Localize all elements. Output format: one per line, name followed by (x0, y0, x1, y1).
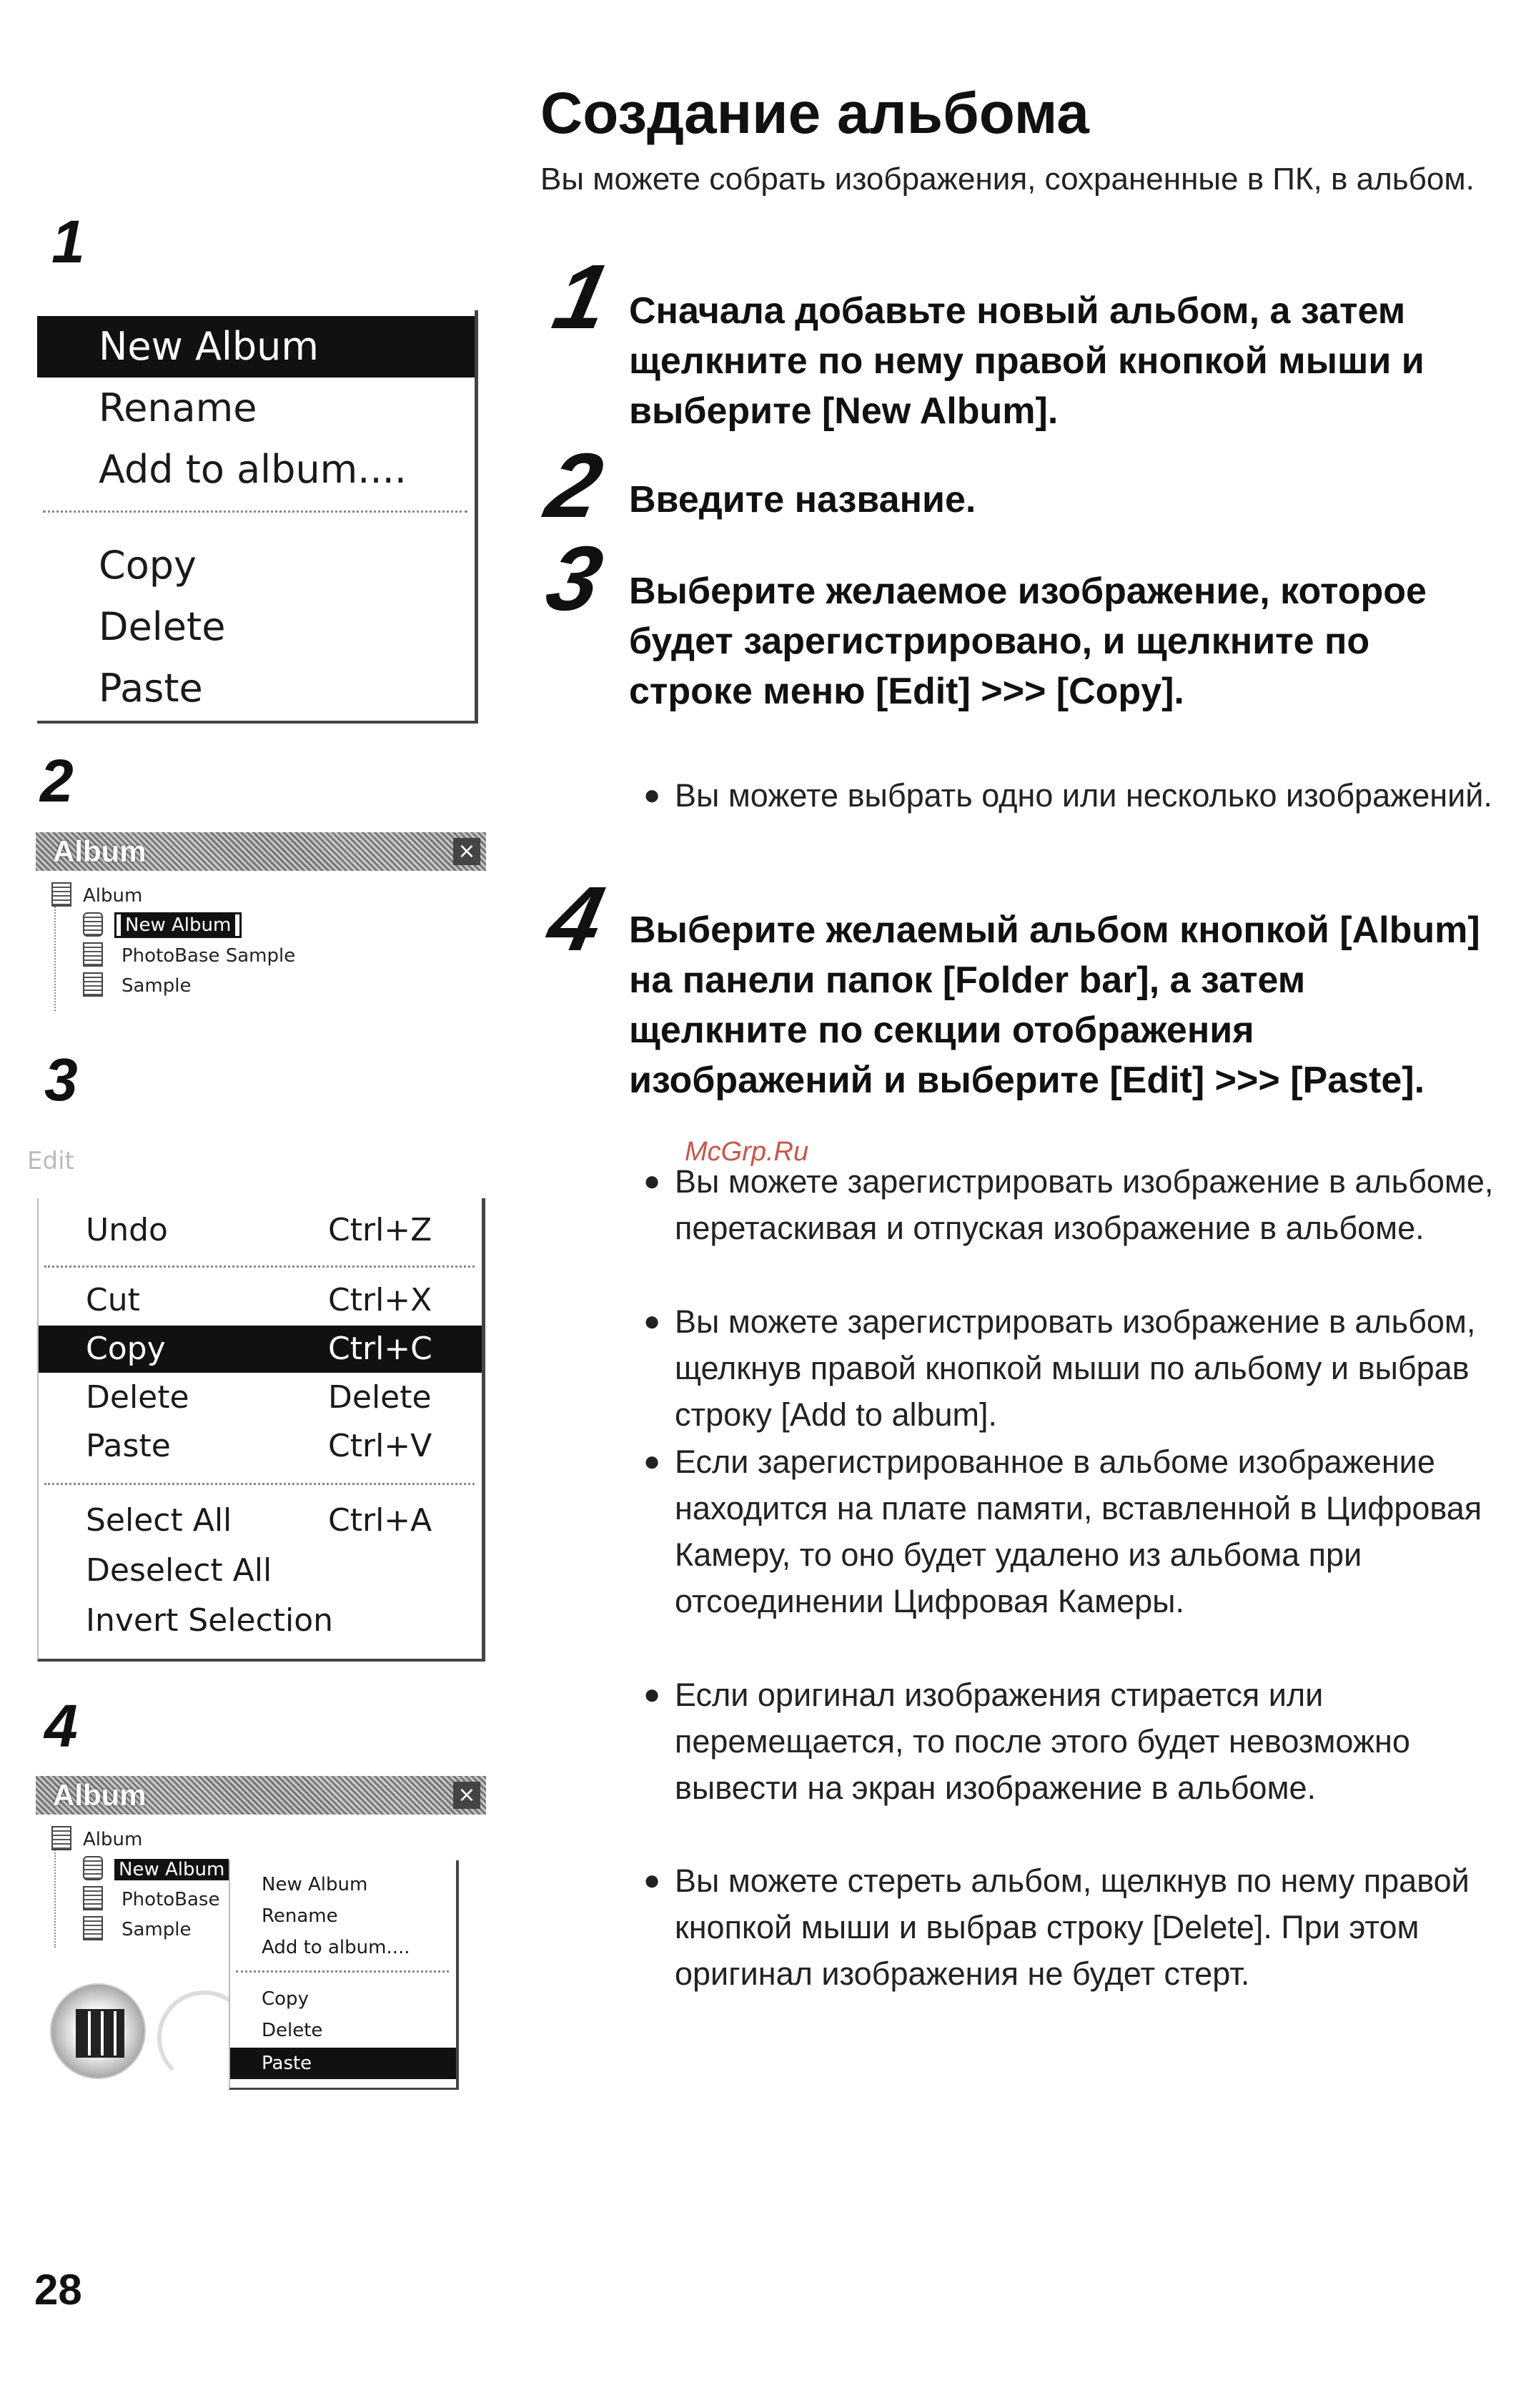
menu-item-delete[interactable]: Delete (99, 604, 226, 649)
tree-item-new-album[interactable] (114, 1857, 229, 1882)
menu-separator (44, 1483, 475, 1485)
bullet-icon: ● (643, 1165, 661, 1197)
page-title: Создание альбома (540, 81, 1089, 146)
image-grid-icon (76, 2009, 124, 2058)
bullet-icon: ● (643, 1446, 661, 1477)
tree-item-album[interactable]: Album (83, 885, 143, 907)
menu-item-rename[interactable]: Rename (262, 1905, 338, 1927)
step-4-number: 4 (539, 868, 613, 970)
edit-item-paste-shortcut: Ctrl+V (328, 1428, 432, 1464)
edit-item-deselect-all[interactable] (39, 1547, 482, 1594)
photobase-folder-icon (83, 942, 103, 967)
album-window-title: Album (53, 1778, 147, 1812)
menu-item-copy[interactable]: Copy (99, 543, 197, 588)
bullet-text: Вы можете стереть альбом, щелкнув по нему правой кнопкой мыши и выбрав строку [Delete]. При этом оригинал изображения не будет стерт. (675, 1862, 1470, 1992)
edit-item-copy[interactable] (39, 1326, 482, 1373)
context-menu-album (37, 310, 478, 724)
step-3-number: 3 (537, 528, 611, 630)
menu-item-paste[interactable]: Paste (99, 666, 203, 711)
context-menu-paste (229, 1860, 459, 2090)
edit-item-select-all-label: Select All (86, 1502, 232, 1539)
edit-item-undo-label: Undo (86, 1212, 168, 1248)
close-icon[interactable]: × (453, 838, 480, 865)
bullet-text: Вы можете зарегистрировать изображение в альбом, щелкнув правой кнопкой мыши по альбому и выбрав строку [Add to album]. (675, 1303, 1476, 1433)
edit-item-delete-label: Delete (86, 1379, 189, 1416)
figure-1-number: 1 (51, 208, 85, 275)
album-title-bar[interactable] (36, 1776, 486, 1815)
image-thumbnail-icon[interactable] (50, 1983, 146, 2079)
bullet-text: Если оригинал изображения стирается или перемещается, то после этого будет невозможно вывести на экран изображение в альбоме. (675, 1677, 1410, 1806)
edit-item-select-all[interactable] (39, 1497, 482, 1544)
new-album-icon (83, 1856, 103, 1880)
step-4-bullet-4 (643, 1672, 1494, 1811)
step-4-bullet-5 (643, 1857, 1494, 1997)
menu-item-add-to-album[interactable]: Add to album.... (99, 447, 407, 492)
album-window-fig4 (36, 1776, 486, 2093)
step-1-text: Сначала добавьте новый альбом, а затем щелкните по нему правой кнопкой мыши и выберите [New Album]. (629, 290, 1425, 432)
edit-item-undo-shortcut: Ctrl+Z (328, 1212, 432, 1248)
menu-separator (236, 1970, 449, 1973)
watermark: McGrp.Ru (685, 1137, 809, 1167)
step-4-bullet-1 (643, 1158, 1494, 1251)
menu-item-new-album[interactable]: New Album (37, 316, 475, 378)
bullet-text: Вы можете выбрать одно или несколько изображений. (675, 777, 1492, 814)
bullet-text: Если зарегистрированное в альбоме изображение находится на плате памяти, вставленной в Цифровая Камеру, то оно будет удалено из альбома при отсоединении Цифровая Камеры. (675, 1444, 1482, 1619)
edit-item-invert-selection-label: Invert Selection (86, 1602, 334, 1639)
edit-item-paste-label: Paste (86, 1428, 171, 1464)
album-folder-icon (51, 882, 71, 907)
album-window-fig2 (36, 832, 486, 1018)
menu-item-paste[interactable]: Paste (230, 2048, 456, 2079)
edit-item-copy-shortcut: Ctrl+C (328, 1331, 432, 1367)
step-3-bullet-1 (643, 772, 1494, 819)
tree-item-photobase[interactable]: PhotoBase (122, 1889, 220, 1910)
edit-menu (37, 1198, 485, 1662)
edit-item-cut-label: Cut (86, 1282, 140, 1318)
edit-item-delete[interactable] (39, 1374, 482, 1421)
edit-item-deselect-all-label: Deselect All (86, 1552, 272, 1589)
bullet-icon: ● (643, 1306, 661, 1337)
new-album-name-input[interactable]: New Album (121, 914, 235, 936)
edit-item-cut-shortcut: Ctrl+X (328, 1282, 432, 1318)
tree-item-sample[interactable]: Sample (122, 975, 192, 997)
menu-item-new-album[interactable]: New Album (262, 1874, 368, 1895)
edit-item-invert-selection[interactable] (39, 1597, 482, 1644)
page-number: 28 (34, 2266, 82, 2314)
album-title-bar[interactable] (36, 832, 486, 871)
bullet-text: Вы можете зарегистрировать изображение в альбоме, перетаскивая и отпуская изображение в альбоме. (675, 1163, 1494, 1246)
sample-folder-icon (83, 1916, 103, 1940)
step-4-bullet-3 (643, 1439, 1494, 1624)
menu-item-delete[interactable]: Delete (262, 2020, 323, 2041)
menu-separator (44, 1265, 475, 1268)
tree-item-new-album-edit[interactable] (114, 912, 242, 938)
tree-line (54, 889, 56, 1011)
figure-2-number: 2 (40, 747, 74, 814)
menu-separator (43, 510, 467, 513)
edit-item-paste[interactable] (39, 1423, 482, 1470)
menu-item-add-to-album[interactable]: Add to album.... (262, 1937, 410, 1958)
step-1-number: 1 (545, 246, 618, 348)
intro-text: Вы можете собрать изображения, сохраненные в ПК, в альбом. (540, 162, 1475, 197)
edit-item-delete-shortcut: Delete (328, 1379, 432, 1416)
edit-item-cut[interactable] (39, 1277, 482, 1324)
edit-item-undo[interactable] (39, 1207, 482, 1254)
figure-4-number: 4 (44, 1692, 78, 1760)
edit-item-select-all-shortcut: Ctrl+A (328, 1502, 432, 1539)
step-3-text: Выберите желаемое изображение, которое будет зарегистрировано, и щелкните по строке меню [Edit] >>> [Copy]. (629, 571, 1427, 712)
bullet-icon: ● (643, 779, 661, 811)
step-2-text: Введите название. (629, 479, 976, 520)
tree-item-album[interactable]: Album (83, 1829, 143, 1850)
edit-item-copy-label: Copy (86, 1331, 166, 1367)
album-folder-icon (51, 1826, 71, 1850)
step-2-number: 2 (537, 435, 611, 537)
tree-item-sample[interactable]: Sample (122, 1919, 192, 1940)
album-window-title: Album (53, 834, 147, 868)
menu-bar-edit[interactable]: Edit (27, 1147, 74, 1175)
step-4-text: Выберите желаемый альбом кнопкой [Album] на панели папок [Folder bar], а затем щелкните по секции отображения изображений и выберите [Edit] >>> [Paste]. (629, 909, 1480, 1101)
menu-item-copy[interactable]: Copy (262, 1988, 309, 2010)
close-icon[interactable]: × (453, 1782, 480, 1809)
bullet-icon: ● (643, 1865, 661, 1896)
sample-folder-icon (83, 972, 103, 997)
figure-3-number: 3 (44, 1046, 78, 1113)
new-album-icon (83, 912, 103, 937)
tree-line (54, 1833, 56, 1948)
tree-item-photobase-sample[interactable]: PhotoBase Sample (122, 945, 296, 967)
step-4-bullet-2 (643, 1298, 1494, 1438)
photobase-folder-icon (83, 1886, 103, 1910)
menu-item-rename[interactable]: Rename (99, 385, 257, 430)
bullet-icon: ● (643, 1679, 661, 1710)
new-album-selected-label: New Album (114, 1859, 229, 1880)
